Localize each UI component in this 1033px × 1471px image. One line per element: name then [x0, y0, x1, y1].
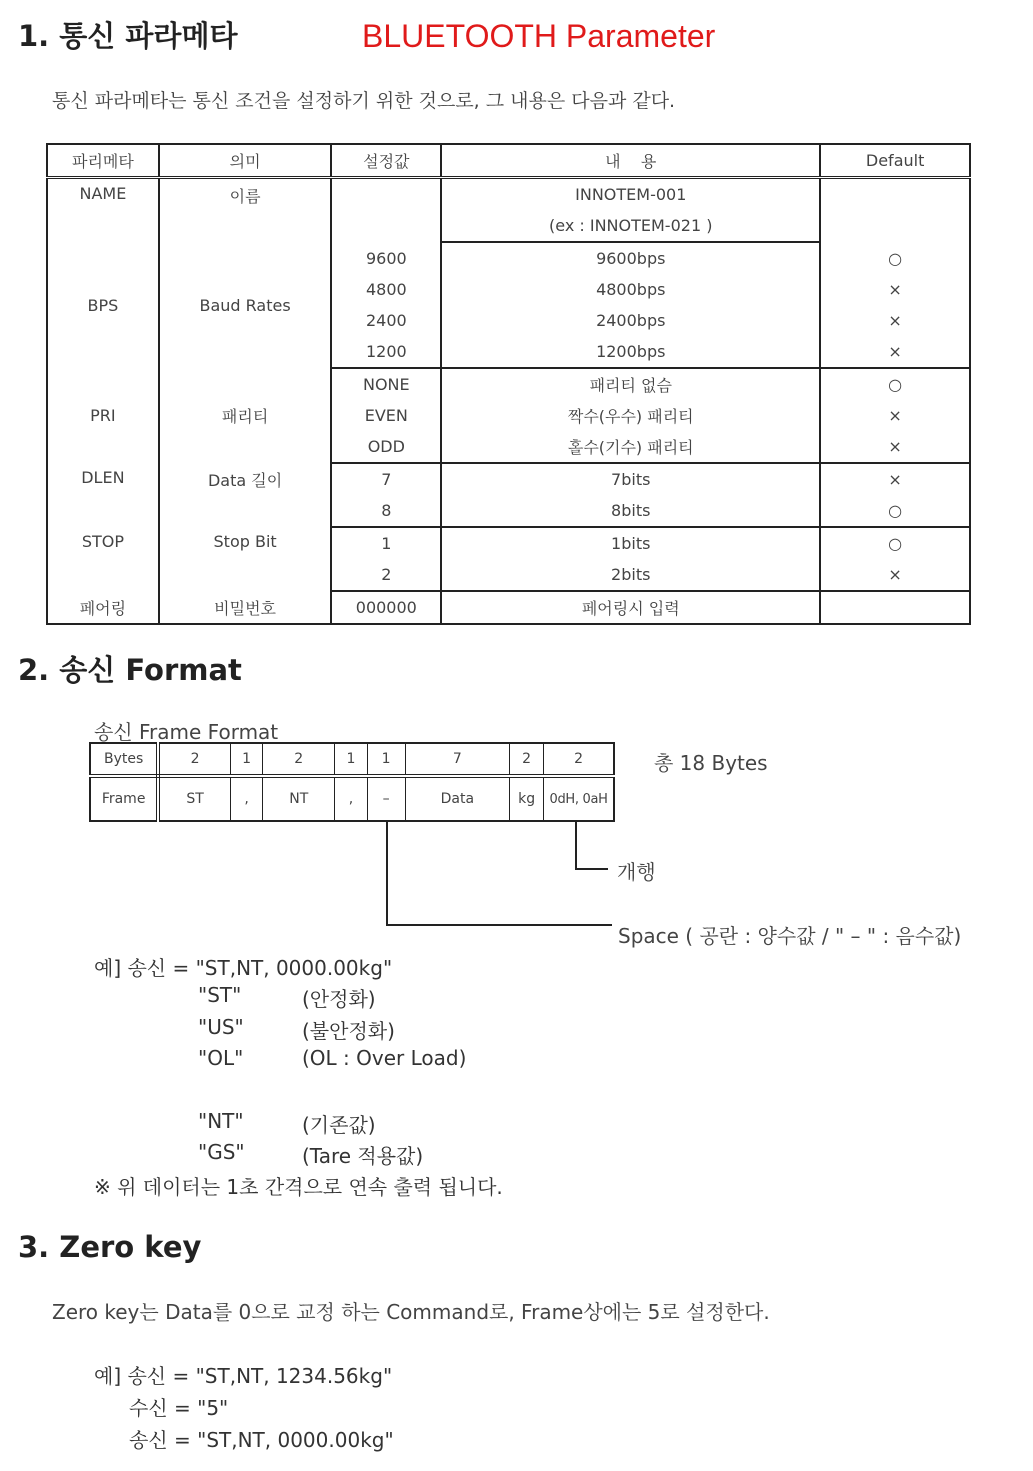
bps-default: ○ — [820, 242, 970, 274]
section2-heading: 2. 송신 Format — [18, 653, 242, 687]
dlen-content: 7bits — [441, 463, 820, 495]
parameter-table — [46, 143, 971, 625]
name-meaning: 이름 — [159, 178, 332, 243]
dlen-default: × — [820, 463, 970, 495]
space-connector-horizontal — [386, 924, 612, 926]
bytes-label: Bytes — [90, 743, 158, 776]
frame-cell: ST — [158, 776, 230, 821]
bps-content: 2400bps — [441, 305, 820, 336]
zero-recv-example — [129, 1392, 228, 1421]
section3-intro: Zero key는 Data를 0으로 교정 하는 Command로, Frame상에는 5로 설정한다. — [52, 1300, 770, 1324]
table-row-pairing — [47, 591, 970, 624]
pri-default: × — [820, 431, 970, 463]
code-nt-desc: (기존값) — [302, 1113, 376, 1137]
frame-cell: NT — [263, 776, 335, 821]
table-row-name — [47, 178, 970, 211]
bps-value: 9600 — [331, 242, 441, 274]
dlen-meaning: Data 길이 — [159, 463, 332, 527]
stop-content: 2bits — [441, 559, 820, 591]
pri-param: PRI — [47, 368, 159, 463]
pri-content: 홀수(기수) 패리티 — [441, 431, 820, 463]
table-row-bps — [47, 242, 970, 274]
zero-send-prefix: 예] 송신 = — [94, 1364, 196, 1388]
code-us: "US" — [198, 1015, 244, 1039]
section1-intro: 통신 파라메타는 통신 조건을 설정하기 위한 것으로, 그 내용은 다음과 같다. — [52, 90, 676, 112]
stop-default: ○ — [820, 527, 970, 559]
zero-send-example — [94, 1360, 392, 1389]
bytes-cell: 2 — [510, 743, 544, 776]
bps-param: BPS — [47, 242, 159, 368]
bytes-cell: 1 — [367, 743, 405, 776]
bytes-row — [90, 743, 614, 776]
dlen-default: ○ — [820, 495, 970, 527]
name-param: NAME — [47, 178, 159, 243]
pri-content: 패리티 없슴 — [441, 368, 820, 400]
dlen-param: DLEN — [47, 463, 159, 527]
bps-value: 1200 — [331, 336, 441, 368]
name-content-2: (ex : INNOTEM-021 ) — [441, 210, 820, 242]
zero-send2-label: 송신 = — [129, 1428, 198, 1452]
frame-cell: , — [335, 776, 367, 821]
zero-send-value: "ST,NT, 1234.56kg" — [195, 1364, 393, 1388]
stop-value: 1 — [331, 527, 441, 559]
zero-send2-value: "ST,NT, 0000.00kg" — [197, 1428, 394, 1452]
zero-recv-value: "5" — [197, 1396, 229, 1420]
bytes-cell: 2 — [544, 743, 614, 776]
bytes-cell: 2 — [263, 743, 335, 776]
bps-meaning: Baud Rates — [159, 242, 332, 368]
section3-heading: 3. Zero key — [18, 1230, 202, 1264]
code-ol: "OL" — [198, 1046, 244, 1070]
header-value: 설정값 — [331, 144, 441, 178]
pairing-default — [820, 591, 970, 624]
pairing-param: 페어링 — [47, 591, 159, 624]
pri-value: ODD — [331, 431, 441, 463]
bps-value: 4800 — [331, 274, 441, 305]
newline-connector-horizontal — [575, 868, 608, 870]
frame-cell: 0dH, 0aH — [544, 776, 614, 821]
pri-content: 짝수(우수) 패리티 — [441, 400, 820, 431]
table-row-pri — [47, 368, 970, 400]
send-example-value: "ST,NT, 0000.00kg" — [195, 956, 393, 980]
space-connector-vertical — [386, 822, 388, 925]
zero-recv-label: 수신 = — [129, 1396, 198, 1420]
space-label: Space ( 공란 : 양수값 / " – " : 음수값) — [618, 924, 962, 948]
stop-default: × — [820, 559, 970, 591]
bps-content: 1200bps — [441, 336, 820, 368]
stop-param: STOP — [47, 527, 159, 591]
pri-meaning: 패리티 — [159, 368, 332, 463]
header-default: Default — [820, 144, 970, 178]
frame-format-caption: 송신 Frame Format — [94, 720, 279, 744]
stop-meaning: Stop Bit — [159, 527, 332, 591]
zero-send2-example — [129, 1424, 394, 1453]
bps-default: × — [820, 274, 970, 305]
bluetooth-parameter-title: BLUETOOTH Parameter — [362, 18, 716, 54]
pri-default: ○ — [820, 368, 970, 400]
table-row-dlen — [47, 463, 970, 495]
bps-content: 9600bps — [441, 242, 820, 274]
frame-cell: , — [231, 776, 263, 821]
name-content-1: INNOTEM-001 — [441, 178, 820, 211]
pri-default: × — [820, 400, 970, 431]
bps-default: × — [820, 336, 970, 368]
output-footnote: ※ 위 데이터는 1초 간격으로 연속 출력 됩니다. — [94, 1175, 503, 1199]
stop-value: 2 — [331, 559, 441, 591]
frame-row — [90, 776, 614, 821]
bytes-cell: 7 — [405, 743, 509, 776]
dlen-value: 7 — [331, 463, 441, 495]
table-header-row — [47, 144, 970, 178]
bps-default: × — [820, 305, 970, 336]
send-example — [94, 952, 392, 981]
bps-value: 2400 — [331, 305, 441, 336]
code-gs: "GS" — [198, 1140, 245, 1164]
frame-cell: – — [367, 776, 405, 821]
newline-connector-vertical — [575, 822, 577, 869]
send-example-prefix: 예] 송신 = — [94, 956, 196, 980]
bytes-cell: 1 — [231, 743, 263, 776]
bytes-cell: 1 — [335, 743, 367, 776]
pri-value: NONE — [331, 368, 441, 400]
total-bytes-label: 총 18 Bytes — [654, 751, 768, 775]
code-us-desc: (불안정화) — [302, 1019, 395, 1043]
newline-label: 개행 — [617, 860, 656, 884]
frame-label: Frame — [90, 776, 158, 821]
pairing-meaning: 비밀번호 — [159, 591, 332, 624]
table-row-stop — [47, 527, 970, 559]
code-gs-desc: (Tare 적용값) — [302, 1144, 424, 1168]
section1-heading: 1. 통신 파라메타 — [18, 19, 238, 53]
code-ol-desc: (OL : Over Load) — [302, 1046, 467, 1070]
name-value — [331, 178, 441, 243]
dlen-content: 8bits — [441, 495, 820, 527]
bps-content: 4800bps — [441, 274, 820, 305]
pri-value: EVEN — [331, 400, 441, 431]
code-st-desc: (안정화) — [302, 987, 376, 1011]
pairing-content: 페어링시 입력 — [441, 591, 820, 624]
code-nt: "NT" — [198, 1109, 244, 1133]
code-st: "ST" — [198, 983, 242, 1007]
frame-cell: Data — [405, 776, 509, 821]
dlen-value: 8 — [331, 495, 441, 527]
frame-format-table — [89, 742, 615, 822]
header-meaning: 의미 — [159, 144, 332, 178]
frame-cell: kg — [510, 776, 544, 821]
header-param: 파리메타 — [47, 144, 159, 178]
stop-content: 1bits — [441, 527, 820, 559]
pairing-value: 000000 — [331, 591, 441, 624]
name-default — [820, 178, 970, 243]
header-content: 내 용 — [441, 144, 820, 178]
bytes-cell: 2 — [158, 743, 230, 776]
